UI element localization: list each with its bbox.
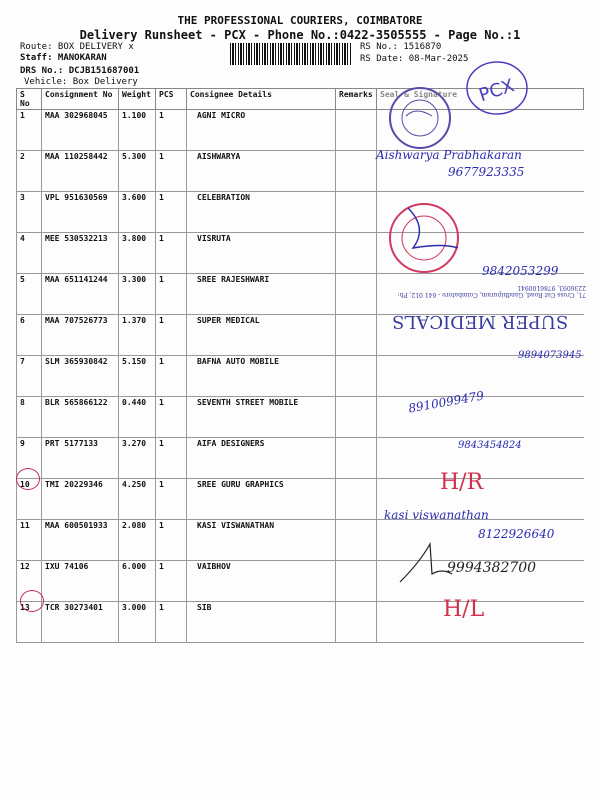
cell-sno: 1 [17,110,42,151]
cell-sno: 7 [17,356,42,397]
cell-cn: MAA 651141244 [42,274,119,315]
cell-consignee: SREE RAJESHWARI [187,274,336,315]
cell-pcs: 1 [156,520,187,561]
cell-remarks [336,397,377,438]
cell-remarks [336,561,377,602]
cell-remarks [336,274,377,315]
cell-pcs: 1 [156,315,187,356]
agni-micro-tech-stamp [384,86,456,150]
cell-sno: 9 [17,438,42,479]
cell-sno: 10 [17,479,42,520]
cell-consignee: SREE GURU GRAPHICS [187,479,336,520]
cell-consignee: SEVENTH STREET MOBILE [187,397,336,438]
runsheet-subtitle: Delivery Runsheet - PCX - Phone No.:0422-3505555 - Page No.:1 [79,28,521,42]
cell-weight: 2.080 [119,520,156,561]
svg-text:PCX: PCX [476,75,517,107]
col-weight: Weight [119,89,156,110]
cell-consignee: VISRUTA [187,233,336,274]
company-title: THE PROFESSIONAL COURIERS, COIMBATORE [177,14,423,27]
cell-cn: BLR 565866122 [42,397,119,438]
super-medicals-stamp: SUPER MEDICALS [392,311,569,332]
cell-remarks [336,479,377,520]
vehicle: Vehicle: Box Delivery [24,77,138,87]
cell-cn: MEE 530532213 [42,233,119,274]
col-signature: Seal & Signature [377,89,584,110]
cell-pcs: 1 [156,192,187,233]
phone-row2: 9677923335 [448,165,525,179]
signature-row11: kasi viswanathan [384,508,489,522]
cell-consignee: AISHWARYA [187,151,336,192]
cell-remarks [336,438,377,479]
drs-number: DRS No.: DCJB151687001 [20,66,140,76]
cell-weight: 3.800 [119,233,156,274]
cell-remarks [336,520,377,561]
rs-number: RS No.: 1516870 [360,42,442,52]
cell-sno: 13 [17,602,42,643]
col-remarks: Remarks [336,89,377,110]
cell-remarks [336,233,377,274]
cell-pcs: 1 [156,233,187,274]
cell-weight: 1.100 [119,110,156,151]
note-row10: H/R [440,470,484,495]
col-consignment: Consignment No [42,89,119,110]
cell-weight: 3.270 [119,438,156,479]
signature-row2: Aishwarya Prabhakaran [376,148,522,162]
table-row [17,479,584,520]
cell-remarks [336,110,377,151]
cell-sno: 5 [17,274,42,315]
barcode [230,43,352,65]
cell-consignee: KASI VISWANATHAN [187,520,336,561]
phone-row11: 8122926640 [478,527,555,541]
cell-cn: TCR 30273401 [42,602,119,643]
super-medicals-address: 71, Cross Cut Road, Gandhipuram, Coimbatore - 641 012, Ph: 2236093, 9786100941 [397,284,586,298]
col-pcs: PCS [156,89,187,110]
cell-consignee: SUPER MEDICAL [187,315,336,356]
cell-remarks [336,151,377,192]
cell-weight: 6.000 [119,561,156,602]
cell-cn: IXU 74106 [42,561,119,602]
cell-sno: 8 [17,397,42,438]
cell-weight: 1.370 [119,315,156,356]
phone-row5: 9842053299 [482,264,559,278]
note-row13: H/L [443,597,485,622]
phone-row12: 9994382700 [447,560,537,576]
cell-weight: 5.300 [119,151,156,192]
cell-sno: 12 [17,561,42,602]
cell-pcs: 1 [156,110,187,151]
cell-pcs: 1 [156,561,187,602]
cell-pcs: 1 [156,438,187,479]
cell-weight: 3.000 [119,602,156,643]
cell-cn: PRT 5177133 [42,438,119,479]
cell-consignee: SIB [187,602,336,643]
circle-mark-row10 [16,468,40,490]
cell-remarks [336,192,377,233]
cell-cn: MAA 110258442 [42,151,119,192]
phone-row9: 9843454824 [458,440,522,451]
visruta-stamp [388,198,464,278]
cell-pcs: 1 [156,274,187,315]
cell-pcs: 1 [156,151,187,192]
cell-consignee: AGNI MICRO [187,110,336,151]
cell-weight: 4.250 [119,479,156,520]
cell-sno: 4 [17,233,42,274]
cell-weight: 0.440 [119,397,156,438]
table-row [17,397,584,438]
rs-date: RS Date: 08-Mar-2025 [360,54,469,64]
cell-pcs: 1 [156,356,187,397]
cell-sno: 3 [17,192,42,233]
col-sno: S No [17,89,42,110]
phone-row8: 8910099479 [407,388,485,416]
cell-consignee: VAIBHOV [187,561,336,602]
table-row [17,602,584,643]
cell-pcs: 1 [156,479,187,520]
cell-cn: MAA 302968045 [42,110,119,151]
cell-cn: MAA 600501933 [42,520,119,561]
table-row [17,356,584,397]
route: Route: BOX DELIVERY x [20,42,134,52]
cell-remarks [336,356,377,397]
staff: Staff: MANOKARAN [20,53,107,63]
signature-row12 [395,540,455,585]
pcx-stamp [462,60,532,120]
cell-cn: SLM 365930842 [42,356,119,397]
cell-consignee: AIFA DESIGNERS [187,438,336,479]
col-consignee: Consignee Details [187,89,336,110]
cell-cn: MAA 707526773 [42,315,119,356]
cell-consignee: BAFNA AUTO MOBILE [187,356,336,397]
cell-weight: 5.150 [119,356,156,397]
cell-pcs: 1 [156,602,187,643]
cell-weight: 3.600 [119,192,156,233]
circle-mark-row13 [20,590,44,612]
cell-sno: 2 [17,151,42,192]
cell-consignee: CELEBRATION [187,192,336,233]
cell-remarks [336,602,377,643]
cell-sno: 11 [17,520,42,561]
cell-remarks [336,315,377,356]
table-row [17,192,584,233]
cell-cn: VPL 951630569 [42,192,119,233]
cell-pcs: 1 [156,397,187,438]
phone-row7: 9894073945 [518,350,582,361]
cell-sno: 6 [17,315,42,356]
cell-weight: 3.300 [119,274,156,315]
cell-cn: TMI 20229346 [42,479,119,520]
